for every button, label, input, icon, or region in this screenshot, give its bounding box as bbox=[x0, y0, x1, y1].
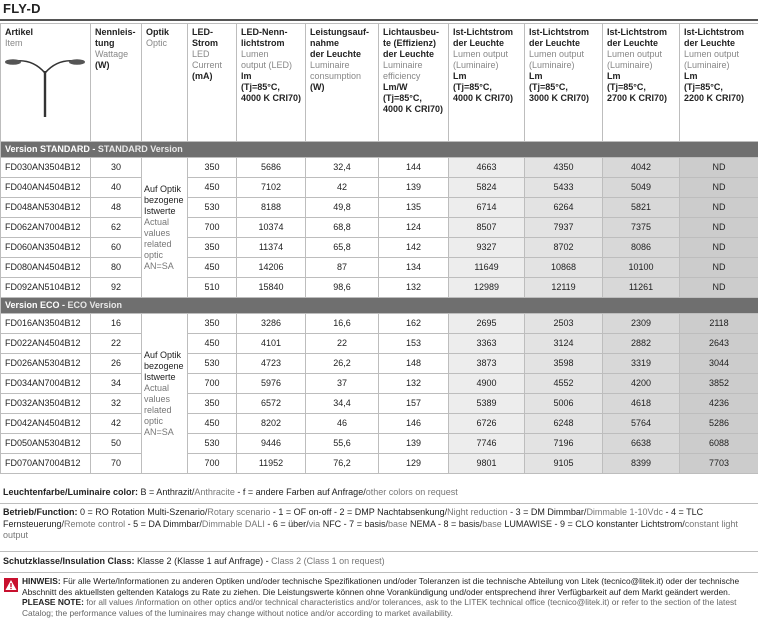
header-condition: (Tj=85°C, 4000 K CRI70) bbox=[241, 82, 302, 103]
note-text: Leuchtenfarbe bbox=[3, 487, 66, 497]
column-header bbox=[525, 24, 603, 142]
table-cell: 9327 bbox=[449, 238, 525, 258]
table-cell: 4663 bbox=[449, 158, 525, 178]
item-code: FD070AN7004B12 bbox=[1, 454, 91, 474]
table-cell: 4200 bbox=[603, 374, 680, 394]
table-cell: 70 bbox=[91, 454, 142, 474]
note-text: - 3 = DM Dimmbar/ bbox=[507, 507, 587, 517]
table-cell: 7102 bbox=[237, 178, 306, 198]
table-cell: ND bbox=[680, 278, 758, 298]
section-label: Version ECO bbox=[5, 300, 60, 310]
optic-note bbox=[142, 158, 188, 298]
table-cell: 12989 bbox=[449, 278, 525, 298]
table-cell: 4552 bbox=[525, 374, 603, 394]
item-code: FD032AN3504B12 bbox=[1, 394, 91, 414]
item-code: FD060AN3504B12 bbox=[1, 238, 91, 258]
table-cell: 3873 bbox=[449, 354, 525, 374]
table-row bbox=[1, 258, 758, 278]
item-code: FD048AN5304B12 bbox=[1, 198, 91, 218]
table-cell: ND bbox=[680, 258, 758, 278]
table-cell: 9801 bbox=[449, 454, 525, 474]
table-cell: 5976 bbox=[237, 374, 306, 394]
header-label-en: Lumen output (Luminaire) bbox=[529, 49, 585, 70]
note-text: - 4 = TLC Fernsteuerung/ bbox=[3, 507, 704, 529]
table-cell: 139 bbox=[379, 178, 449, 198]
table-cell: 14206 bbox=[237, 258, 306, 278]
table-row bbox=[1, 374, 758, 394]
table-cell: 135 bbox=[379, 198, 449, 218]
header-label-en: Lumen output (Luminaire) bbox=[684, 49, 740, 70]
table-row bbox=[1, 218, 758, 238]
table-cell: 350 bbox=[188, 314, 237, 334]
table-cell: 530 bbox=[188, 434, 237, 454]
item-code: FD042AN4504B12 bbox=[1, 414, 91, 434]
table-cell: 8702 bbox=[525, 238, 603, 258]
table-cell: 6714 bbox=[449, 198, 525, 218]
title-divider bbox=[0, 19, 758, 21]
table-cell: 157 bbox=[379, 394, 449, 414]
table-cell: 139 bbox=[379, 434, 449, 454]
header-unit: Lm bbox=[529, 71, 543, 81]
header-label: Ist-Lichtstrom der Leuchte bbox=[607, 27, 668, 48]
table-cell: 87 bbox=[306, 258, 379, 278]
table-cell: 4101 bbox=[237, 334, 306, 354]
table-cell: 4723 bbox=[237, 354, 306, 374]
column-header bbox=[379, 24, 449, 142]
note-text: Insulation Class: bbox=[62, 556, 135, 566]
item-code: FD062AN7004B12 bbox=[1, 218, 91, 238]
header-label-en: Lumen output (Luminaire) bbox=[453, 49, 509, 70]
item-code: FD034AN7004B12 bbox=[1, 374, 91, 394]
table-cell: 162 bbox=[379, 314, 449, 334]
table-cell: ND bbox=[680, 218, 758, 238]
note-text: Class 2 (Class 1 on request) bbox=[271, 556, 385, 566]
table-cell: 37 bbox=[306, 374, 379, 394]
table-cell: 5006 bbox=[525, 394, 603, 414]
optic-note-en: Actual values related optic AN=SA bbox=[144, 216, 174, 271]
table-cell: 42 bbox=[91, 414, 142, 434]
note-text: NEMA - 8 = basis/ bbox=[407, 518, 483, 529]
header-label: Ist-Lichtstrom der Leuchte bbox=[529, 27, 590, 48]
luminaire-drawing-icon bbox=[5, 55, 87, 115]
table-cell: 11261 bbox=[603, 278, 680, 298]
table-cell: 2503 bbox=[525, 314, 603, 334]
item-code: FD092AN5104B12 bbox=[1, 278, 91, 298]
table-cell: 129 bbox=[379, 454, 449, 474]
header-label: Ist-Lichtstrom der Leuchte bbox=[453, 27, 514, 48]
table-cell: 76,2 bbox=[306, 454, 379, 474]
note-text: via bbox=[308, 518, 321, 529]
table-cell: 350 bbox=[188, 158, 237, 178]
header-condition: (Tj=85°C, 2700 K CRI70) bbox=[607, 82, 668, 103]
warning-triangle-icon bbox=[4, 578, 18, 592]
note-text: Anthracite bbox=[194, 487, 235, 497]
table-cell: 2695 bbox=[449, 314, 525, 334]
header-unit: Lm bbox=[607, 71, 621, 81]
section-separator: - bbox=[89, 144, 98, 154]
header-label: Ist-Lichtstrom der Leuchte bbox=[684, 27, 745, 48]
table-cell: 8086 bbox=[603, 238, 680, 258]
table-cell: 6088 bbox=[680, 434, 758, 454]
table-cell: ND bbox=[680, 238, 758, 258]
table-cell: 10868 bbox=[525, 258, 603, 278]
divider bbox=[0, 503, 758, 504]
table-cell: 3044 bbox=[680, 354, 758, 374]
header-unit: lm bbox=[241, 71, 252, 81]
table-cell: 34 bbox=[91, 374, 142, 394]
note-text: constant light output bbox=[3, 518, 738, 540]
note-text: - 5 = DA Dimmbar/ bbox=[125, 518, 202, 529]
item-code: FD050AN5304B12 bbox=[1, 434, 91, 454]
table-cell: 7746 bbox=[449, 434, 525, 454]
item-code: FD040AN4504B12 bbox=[1, 178, 91, 198]
table-cell: 2643 bbox=[680, 334, 758, 354]
table-cell: 5049 bbox=[603, 178, 680, 198]
hint-note bbox=[4, 576, 754, 618]
table-cell: 700 bbox=[188, 374, 237, 394]
section-label-en: ECO Version bbox=[67, 300, 123, 310]
table-cell: 11374 bbox=[237, 238, 306, 258]
column-header bbox=[188, 24, 237, 142]
header-label-en: Luminaire efficiency bbox=[383, 60, 423, 81]
column-header bbox=[91, 24, 142, 142]
header-condition: (Tj=85°C, 4000 K CRI70) bbox=[453, 82, 514, 103]
table-cell: 65,8 bbox=[306, 238, 379, 258]
item-code: FD030AN3504B12 bbox=[1, 158, 91, 178]
color-note bbox=[3, 487, 755, 499]
table-cell: 146 bbox=[379, 414, 449, 434]
note-text: base bbox=[387, 518, 408, 529]
table-cell: 50 bbox=[91, 434, 142, 454]
table-cell: ND bbox=[680, 198, 758, 218]
note-text: Function: bbox=[36, 507, 78, 517]
table-row bbox=[1, 394, 758, 414]
table-cell: 22 bbox=[91, 334, 142, 354]
table-cell: 6726 bbox=[449, 414, 525, 434]
table-row bbox=[1, 178, 758, 198]
table-cell: 700 bbox=[188, 218, 237, 238]
header-label: LED- Strom bbox=[192, 27, 219, 48]
table-cell: 450 bbox=[188, 334, 237, 354]
note-text: Remote control bbox=[64, 518, 126, 529]
table-cell: 68,8 bbox=[306, 218, 379, 238]
header-unit: Lm bbox=[684, 71, 698, 81]
item-code: FD016AN3504B12 bbox=[1, 314, 91, 334]
table-cell: 132 bbox=[379, 374, 449, 394]
table-cell: 153 bbox=[379, 334, 449, 354]
column-header bbox=[449, 24, 525, 142]
header-label-en: Item bbox=[5, 38, 23, 48]
header-label: Artikel bbox=[5, 27, 34, 37]
table-cell: 10100 bbox=[603, 258, 680, 278]
item-code: FD080AN4504B12 bbox=[1, 258, 91, 278]
table-cell: 3363 bbox=[449, 334, 525, 354]
note-text: / bbox=[65, 487, 68, 497]
table-cell: 40 bbox=[91, 178, 142, 198]
table-cell: 4042 bbox=[603, 158, 680, 178]
table-row bbox=[1, 278, 758, 298]
table-cell: 700 bbox=[188, 454, 237, 474]
table-cell: 3319 bbox=[603, 354, 680, 374]
table-cell: 510 bbox=[188, 278, 237, 298]
note-text: B = Anthrazit/ bbox=[138, 487, 195, 497]
table-cell: 148 bbox=[379, 354, 449, 374]
section-header bbox=[1, 298, 758, 314]
table-cell: 6638 bbox=[603, 434, 680, 454]
note-text: Schutzklasse/ bbox=[3, 556, 63, 566]
table-cell: 4236 bbox=[680, 394, 758, 414]
table-cell: 34,4 bbox=[306, 394, 379, 414]
optic-note-de: Auf Optik bezogene Istwerte bbox=[144, 183, 184, 216]
table-cell: 6572 bbox=[237, 394, 306, 414]
column-header bbox=[1, 24, 91, 142]
column-header bbox=[237, 24, 306, 142]
table-cell: 60 bbox=[91, 238, 142, 258]
note-text: Für alle Werte/Informationen zu anderen Optiken und/oder technische Spezifikationen und/oder Toleranzen ist die technische Abteilung von Litek (tecnico@litek.it) oder der technische Abschnitt des aktuellsten geltenden Katalogs zu Rate zu ziehen. Die Leistungswerte können ohne Vorankündigung und/oder entsprechend ihrer Verfügbarkeit auf dem Markt geändert werden. bbox=[22, 576, 740, 597]
table-cell: 142 bbox=[379, 238, 449, 258]
note-text: - 6 = über/ bbox=[264, 518, 309, 529]
table-cell: 134 bbox=[379, 258, 449, 278]
section-title bbox=[1, 298, 758, 314]
header-label-en: Wattage bbox=[95, 49, 129, 59]
table-cell: 55,6 bbox=[306, 434, 379, 454]
header-unit: Lm bbox=[453, 71, 467, 81]
table-cell: 3598 bbox=[525, 354, 603, 374]
table-cell: 450 bbox=[188, 178, 237, 198]
section-label: Version STANDARD bbox=[5, 144, 90, 154]
header-condition: (Tj=85°C, 2200 K CRI70) bbox=[684, 82, 745, 103]
note-text: Dimmable DALI bbox=[201, 518, 265, 529]
header-unit: (W) bbox=[310, 82, 325, 92]
column-header bbox=[680, 24, 758, 142]
optic-note-de: Auf Optik bezogene Istwerte bbox=[144, 349, 184, 382]
table-cell: 3852 bbox=[680, 374, 758, 394]
table-cell: 4350 bbox=[525, 158, 603, 178]
section-title bbox=[1, 142, 758, 158]
divider bbox=[0, 551, 758, 552]
item-code: FD022AN4504B12 bbox=[1, 334, 91, 354]
table-cell: 15840 bbox=[237, 278, 306, 298]
table-cell: 5764 bbox=[603, 414, 680, 434]
table-cell: 62 bbox=[91, 218, 142, 238]
table-cell: 42 bbox=[306, 178, 379, 198]
table-cell: 450 bbox=[188, 258, 237, 278]
table-row bbox=[1, 158, 758, 178]
table-cell: 2882 bbox=[603, 334, 680, 354]
table-cell: 450 bbox=[188, 414, 237, 434]
note-text: - 1 = OF on-off - 2 = DMP Nachtabsenkung/ bbox=[270, 507, 448, 517]
table-cell: 3286 bbox=[237, 314, 306, 334]
header-label-en: Optic bbox=[146, 38, 168, 48]
table-cell: 5286 bbox=[680, 414, 758, 434]
table-cell: 7937 bbox=[525, 218, 603, 238]
table-cell: 4900 bbox=[449, 374, 525, 394]
header-unit: Lm/W bbox=[383, 82, 408, 92]
header-condition: (Tj=85°C, 3000 K CRI70) bbox=[529, 82, 590, 103]
header-unit: (mA) bbox=[192, 71, 213, 81]
section-label-en: STANDARD Version bbox=[97, 144, 183, 154]
table-cell: 30 bbox=[91, 158, 142, 178]
table-cell: ND bbox=[680, 178, 758, 198]
table-cell: 26 bbox=[91, 354, 142, 374]
optic-note-en: Actual values related optic AN=SA bbox=[144, 382, 174, 437]
table-cell: 2309 bbox=[603, 314, 680, 334]
table-cell: 144 bbox=[379, 158, 449, 178]
header-label: Optik bbox=[146, 27, 170, 37]
table-cell: 48 bbox=[91, 198, 142, 218]
table-cell: 49,8 bbox=[306, 198, 379, 218]
table-cell: 8507 bbox=[449, 218, 525, 238]
hint-text bbox=[22, 576, 754, 618]
column-header bbox=[306, 24, 379, 142]
table-cell: 5824 bbox=[449, 178, 525, 198]
note-text: for all values /information on other optics and/or technical characteristics and/or tolerances, ask to the LITEK technical office (tecnico@litek.it) or refer to the section of the latest Catalog; the performance values of the luminaires may change without notice and/or according to market availability. bbox=[22, 597, 737, 618]
table-cell: 12119 bbox=[525, 278, 603, 298]
table-cell: 46 bbox=[306, 414, 379, 434]
header-row bbox=[1, 24, 758, 142]
table-cell: ND bbox=[680, 158, 758, 178]
header-label: LED-Nenn- lichtstrom bbox=[241, 27, 288, 48]
table-cell: 8202 bbox=[237, 414, 306, 434]
column-header bbox=[142, 24, 188, 142]
table-cell: 124 bbox=[379, 218, 449, 238]
table-cell: 350 bbox=[188, 238, 237, 258]
header-label-en: Lumen output (Luminaire) bbox=[607, 49, 663, 70]
table-cell: 11952 bbox=[237, 454, 306, 474]
table-cell: 5821 bbox=[603, 198, 680, 218]
note-text: - f = andere Farben auf Anfrage/ bbox=[234, 487, 366, 497]
table-cell: 8399 bbox=[603, 454, 680, 474]
header-unit: (W) bbox=[95, 60, 110, 70]
table-cell: 6248 bbox=[525, 414, 603, 434]
table-cell: 16 bbox=[91, 314, 142, 334]
divider bbox=[0, 572, 758, 573]
table-cell: 10374 bbox=[237, 218, 306, 238]
table-cell: 530 bbox=[188, 354, 237, 374]
table-cell: 32 bbox=[91, 394, 142, 414]
table-cell: 5686 bbox=[237, 158, 306, 178]
table-cell: 6264 bbox=[525, 198, 603, 218]
table-cell: 530 bbox=[188, 198, 237, 218]
table-cell: 16,6 bbox=[306, 314, 379, 334]
section-header bbox=[1, 142, 758, 158]
note-text: LUMAWISE - 9 = CLO konstanter Lichtstrom/ bbox=[501, 518, 685, 529]
table-row bbox=[1, 414, 758, 434]
note-text: 0 = RO Rotation Multi-Szenario/ bbox=[77, 507, 208, 517]
header-label-en: Lumen output (LED) bbox=[241, 49, 293, 70]
table-cell: 132 bbox=[379, 278, 449, 298]
table-row bbox=[1, 198, 758, 218]
table-row bbox=[1, 238, 758, 258]
item-code: FD026AN5304B12 bbox=[1, 354, 91, 374]
table-cell: 7196 bbox=[525, 434, 603, 454]
table-cell: 7375 bbox=[603, 218, 680, 238]
section-separator: - bbox=[59, 300, 68, 310]
table-cell: 7703 bbox=[680, 454, 758, 474]
header-condition: (Tj=85°C, 4000 K CRI70) bbox=[383, 93, 444, 114]
table-cell: 5389 bbox=[449, 394, 525, 414]
table-cell: 3124 bbox=[525, 334, 603, 354]
table-cell: 32,4 bbox=[306, 158, 379, 178]
table-row bbox=[1, 314, 758, 334]
table-row bbox=[1, 334, 758, 354]
table-cell: 350 bbox=[188, 394, 237, 414]
table-cell: 11649 bbox=[449, 258, 525, 278]
table-cell: 98,6 bbox=[306, 278, 379, 298]
note-text: Betrieb/ bbox=[3, 507, 37, 517]
note-text: Night reduction bbox=[447, 507, 508, 517]
table-cell: 9105 bbox=[525, 454, 603, 474]
note-text: Dimmable 1-10Vdc bbox=[586, 507, 663, 517]
note-text: Klasse 2 (Klasse 1 auf Anfrage) - bbox=[134, 556, 272, 566]
spec-table bbox=[0, 23, 758, 474]
header-label: Lichtausbeu- te (Effizienz) der Leuchte bbox=[383, 27, 440, 59]
note-text: NFC - 7 = basis/ bbox=[320, 518, 388, 529]
note-text: Luminaire color: bbox=[67, 487, 139, 497]
table-row bbox=[1, 454, 758, 474]
table-row bbox=[1, 354, 758, 374]
note-text: PLEASE NOTE: bbox=[22, 597, 84, 607]
table-cell: 2118 bbox=[680, 314, 758, 334]
note-text: Rotary scenario bbox=[207, 507, 271, 517]
table-cell: 8188 bbox=[237, 198, 306, 218]
header-label-en: LED Current bbox=[192, 49, 223, 70]
note-text: base bbox=[482, 518, 502, 529]
table-row bbox=[1, 434, 758, 454]
table-cell: 92 bbox=[91, 278, 142, 298]
header-label: Nennleis- tung bbox=[95, 27, 136, 48]
page-title: FLY-D bbox=[3, 1, 41, 16]
table-cell: 4618 bbox=[603, 394, 680, 414]
insulation-note bbox=[3, 556, 755, 568]
optic-note bbox=[142, 314, 188, 474]
header-label: Leistungsauf- nahme der Leuchte bbox=[310, 27, 370, 59]
note-text: HINWEIS: bbox=[22, 576, 61, 586]
column-header bbox=[603, 24, 680, 142]
table-cell: 26,2 bbox=[306, 354, 379, 374]
header-label-en: Luminaire consumption bbox=[310, 60, 362, 81]
table-cell: 22 bbox=[306, 334, 379, 354]
table-cell: 80 bbox=[91, 258, 142, 278]
note-text: other colors on request bbox=[365, 487, 458, 497]
operation-note bbox=[3, 507, 755, 542]
table-cell: 9446 bbox=[237, 434, 306, 454]
table-cell: 5433 bbox=[525, 178, 603, 198]
